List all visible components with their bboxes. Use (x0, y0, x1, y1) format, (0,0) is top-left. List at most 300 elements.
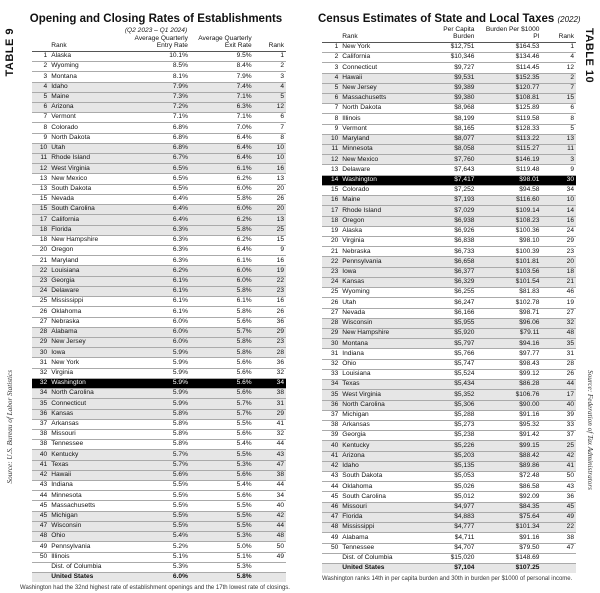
cell-rank2: 14 (566, 206, 574, 214)
cell-rank2: 3 (280, 72, 284, 80)
table-row (32, 409, 286, 419)
cell-capita: $6,166 (454, 308, 475, 316)
cell-rank: 28 (39, 328, 48, 336)
cell-state: Hawaii (342, 73, 363, 81)
cell-state: South Carolina (342, 492, 386, 500)
cell-capita: $5,203 (454, 451, 475, 459)
cell-rank2: 12 (276, 103, 284, 111)
cell-state: Arkansas (342, 421, 370, 429)
cell-rank: 40 (39, 450, 48, 458)
cell-exit: 6.2% (236, 174, 252, 182)
cell-exit: 5.3% (236, 563, 252, 571)
table-row (32, 266, 286, 276)
cell-per1000: $99.15 (519, 441, 540, 449)
cell-entry: 6.0% (172, 573, 188, 581)
table-row (322, 53, 576, 63)
cell-entry: 5.9% (172, 399, 188, 407)
cell-rank2: 12 (566, 63, 574, 71)
cell-per1000: $134.46 (515, 53, 540, 61)
cell-rank: 3 (334, 63, 339, 71)
cell-rank: 17 (39, 215, 48, 223)
table-row (32, 501, 286, 511)
cell-rank: 38 (330, 421, 339, 429)
cell-capita: $5,766 (454, 349, 475, 357)
right-header-rank: Rank (342, 32, 358, 40)
cell-per1000: $100.36 (515, 227, 540, 235)
cell-rank2: 16 (276, 256, 284, 264)
cell-rank2: 31 (566, 349, 574, 357)
cell-per1000: $116.60 (516, 196, 540, 204)
cell-entry: 6.2% (172, 266, 188, 274)
table-row (32, 358, 286, 368)
table-row (322, 318, 576, 328)
cell-entry: 6.1% (172, 307, 188, 315)
cell-rank2: 42 (566, 451, 574, 459)
table-row (322, 482, 576, 492)
cell-rank: 5 (43, 93, 48, 101)
table-row (322, 400, 576, 410)
cell-rank: 15 (330, 186, 339, 194)
cell-entry: 6.8% (172, 123, 188, 131)
right-source-note: Source: Federation of Tax Administrators (586, 370, 594, 490)
cell-rank: 25 (330, 288, 339, 296)
cell-exit: 6.3% (236, 103, 252, 111)
table-row (32, 521, 286, 531)
cell-rank: 16 (330, 196, 339, 204)
cell-capita: $5,012 (454, 492, 475, 500)
cell-rank: 29 (330, 329, 339, 337)
cell-state: Wyoming (342, 288, 370, 296)
cell-entry: 5.8% (172, 430, 188, 438)
cell-state: Oregon (51, 246, 74, 254)
cell-rank: 41 (330, 451, 339, 459)
table-row (32, 123, 286, 133)
cell-rank2: 49 (566, 513, 574, 521)
cell-exit: 5.7% (236, 399, 252, 407)
cell-rank: 23 (330, 267, 339, 275)
table-row (322, 390, 576, 400)
cell-state: Indiana (342, 349, 364, 357)
cell-rank2: 35 (566, 339, 574, 347)
table-row (32, 113, 286, 123)
cell-capita: $7,760 (454, 155, 475, 163)
cell-rank: 9 (43, 133, 48, 141)
cell-rank2: 37 (566, 431, 574, 439)
cell-state: Wyoming (51, 62, 79, 70)
cell-rank2: 47 (276, 460, 284, 468)
cell-rank: 39 (330, 431, 339, 439)
cell-exit: 5.5% (236, 522, 252, 530)
cell-exit: 6.1% (236, 297, 252, 305)
cell-state: Connecticut (51, 399, 87, 407)
cell-per1000: $152.35 (515, 73, 540, 81)
cell-per1000: $79.50 (519, 543, 540, 551)
cell-rank2: 19 (566, 298, 574, 306)
cell-per1000: $81.83 (519, 288, 540, 296)
cell-state: Maryland (51, 256, 79, 264)
cell-exit: 6.1% (236, 256, 252, 264)
cell-per1000: $164.53 (515, 43, 540, 51)
cell-capita: $5,524 (454, 370, 475, 378)
cell-state: West Virginia (51, 164, 90, 172)
cell-capita: $7,643 (454, 165, 475, 173)
cell-entry: 6.4% (172, 195, 188, 203)
cell-rank: 12 (39, 164, 48, 172)
cell-exit: 6.0% (236, 266, 252, 274)
cell-rank: 46 (330, 503, 339, 510)
table-row (322, 441, 576, 451)
table-row (32, 440, 286, 450)
table-row (32, 256, 286, 266)
cell-rank: 41 (39, 460, 48, 468)
cell-rank2: 36 (276, 358, 284, 366)
cell-entry: 6.1% (172, 297, 188, 305)
cell-rank: 17 (330, 206, 339, 214)
cell-rank2: 49 (276, 552, 284, 560)
table-row (32, 399, 286, 409)
cell-exit: 5.5% (236, 501, 252, 509)
table-row (322, 543, 576, 553)
cell-state: Indiana (51, 481, 73, 489)
cell-rank (32, 562, 49, 572)
cell-state: New York (51, 358, 80, 366)
cell-rank: 24 (39, 287, 48, 295)
cell-state: California (51, 215, 80, 223)
cell-rank: 11 (40, 154, 48, 162)
cell-rank2: 42 (276, 512, 284, 519)
cell-rank: 14 (330, 176, 339, 183)
cell-capita: $5,306 (454, 400, 475, 408)
cell-rank2: 3 (570, 155, 574, 163)
cell-rank: 34 (330, 380, 339, 388)
cell-entry: 5.4% (172, 532, 188, 540)
table-row (32, 470, 286, 480)
cell-entry: 6.0% (172, 328, 188, 336)
table-row (32, 205, 286, 215)
cell-entry: 5.5% (172, 522, 188, 530)
cell-exit: 7.4% (236, 82, 252, 90)
cell-rank2: 6 (280, 113, 284, 121)
cell-rank2: 28 (276, 348, 284, 356)
cell-per1000: $75.64 (519, 513, 540, 521)
cell-rank: 3 (43, 72, 48, 80)
cell-capita: $4,977 (454, 503, 475, 510)
cell-rank2: 26 (276, 195, 284, 203)
cell-rank: 36 (330, 400, 339, 408)
cell-rank: 26 (39, 307, 48, 315)
cell-state: Utah (342, 298, 357, 306)
cell-rank2: 5 (570, 124, 574, 132)
cell-rank: 50 (39, 552, 48, 560)
table-row (322, 564, 576, 574)
cell-per1000: $98.43 (519, 359, 540, 367)
cell-per1000: $88.42 (519, 451, 540, 459)
cell-state: Pennsylvania (342, 257, 382, 265)
table-row (32, 429, 286, 439)
cell-rank: 13 (39, 174, 48, 182)
cell-rank2: 41 (276, 420, 284, 428)
table-row (32, 573, 286, 583)
cell-rank2: 44 (276, 522, 284, 530)
cell-state: Idaho (51, 82, 68, 90)
cell-capita: $5,135 (454, 462, 475, 470)
left-header-rank2: Rank (268, 41, 284, 49)
cell-capita: $9,531 (454, 73, 475, 81)
cell-state: Kansas (51, 409, 74, 417)
table-row (32, 552, 286, 562)
cell-state: Montana (51, 72, 77, 80)
cell-state: United States (51, 573, 94, 581)
cell-rank: 8 (334, 114, 339, 122)
cell-exit: 6.0% (236, 205, 252, 213)
cell-per1000: $114.45 (516, 63, 540, 71)
table-row (322, 420, 576, 430)
cell-capita: $12,751 (450, 43, 475, 51)
table-row (32, 143, 286, 153)
cell-rank2: 4 (280, 82, 284, 90)
cell-rank: 29 (39, 338, 48, 346)
cell-rank2: 7 (570, 84, 574, 92)
table-row (32, 491, 286, 501)
cell-rank: 40 (330, 441, 339, 449)
cell-rank2: 47 (566, 543, 574, 551)
cell-rank2: 1 (570, 43, 574, 51)
cell-state: Missouri (342, 503, 367, 510)
cell-rank2: 27 (566, 308, 574, 316)
cell-exit: 5.0% (236, 542, 252, 550)
cell-entry: 5.9% (172, 358, 188, 366)
cell-per1000: $106.76 (515, 390, 540, 398)
cell-exit: 7.9% (236, 72, 252, 80)
cell-rank: 44 (330, 482, 339, 490)
cell-entry: 5.7% (172, 450, 188, 458)
cell-state: Virginia (51, 368, 74, 376)
table-row (322, 512, 576, 522)
cell-rank: 37 (330, 411, 339, 419)
table-row (322, 73, 576, 83)
cell-entry: 5.9% (172, 389, 188, 397)
table-row (32, 72, 286, 82)
cell-capita: $5,226 (454, 441, 475, 449)
cell-state: Arizona (342, 451, 365, 459)
cell-rank: 21 (39, 256, 48, 264)
cell-entry: 5.6% (172, 471, 188, 479)
cell-entry: 5.5% (172, 512, 188, 519)
cell-per1000: $100.39 (515, 247, 540, 255)
cell-state: Oregon (342, 216, 365, 224)
cell-rank2: 22 (276, 276, 284, 284)
cell-state: Missouri (51, 430, 76, 438)
right-header-capita: Per Capita Burden (443, 26, 475, 40)
cell-rank: 7 (334, 104, 339, 112)
table-row (32, 194, 286, 204)
cell-rank2: 44 (276, 440, 284, 448)
table-row (32, 297, 286, 307)
cell-state: Kentucky (51, 450, 79, 458)
table-row (322, 461, 576, 471)
table-row (32, 215, 286, 225)
table-row (322, 165, 576, 175)
cell-state: New Mexico (51, 174, 88, 182)
cell-rank2: 10 (276, 154, 284, 162)
cell-exit: 6.2% (236, 236, 252, 244)
cell-rank: 25 (39, 297, 48, 305)
cell-entry: 6.3% (172, 256, 188, 264)
left-data-table (32, 36, 286, 582)
cell-state: Florida (342, 513, 363, 521)
cell-rank2: 13 (276, 174, 284, 182)
cell-rank2: 20 (276, 185, 284, 192)
cell-exit: 5.4% (236, 440, 252, 448)
cell-state: North Dakota (51, 133, 91, 141)
cell-capita: $6,926 (454, 227, 475, 235)
table-row (32, 460, 286, 470)
table-row (32, 286, 286, 296)
cell-entry: 7.9% (172, 82, 188, 90)
cell-entry: 7.2% (172, 103, 188, 111)
cell-rank: 27 (330, 308, 339, 316)
cell-exit: 5.8% (236, 195, 252, 203)
cell-rank: 9 (334, 124, 339, 132)
cell-per1000: $101.34 (515, 523, 540, 531)
cell-rank2: 13 (276, 215, 284, 223)
cell-rank: 10 (330, 135, 339, 143)
cell-state: Illinois (51, 552, 70, 560)
cell-state: Dist. of Columbia (51, 563, 102, 571)
cell-per1000: $113.22 (516, 135, 540, 143)
cell-state: Arkansas (51, 420, 79, 428)
table-row (322, 93, 576, 103)
cell-rank: 8 (43, 123, 48, 131)
cell-rank: 15 (39, 205, 48, 213)
table-row (322, 359, 576, 369)
cell-state: Minnesota (51, 491, 82, 499)
cell-state: Alaska (342, 227, 363, 235)
cell-per1000: $90.00 (519, 400, 540, 408)
cell-entry: 5.5% (172, 481, 188, 489)
cell-rank: 38 (39, 440, 48, 448)
table-row (32, 317, 286, 327)
cell-capita: $9,380 (454, 94, 475, 102)
right-footnote: Washington ranks 14th in per capita burden and 30th in burden per $1000 of personal income. (322, 576, 573, 583)
cell-rank2: 16 (276, 297, 284, 305)
table-row (32, 62, 286, 72)
cell-rank: 18 (330, 216, 339, 224)
cell-per1000: $96.06 (519, 319, 540, 327)
cell-state: Nevada (342, 308, 366, 316)
cell-exit: 7.1% (236, 93, 252, 101)
table-row (32, 51, 286, 61)
cell-state: Texas (342, 380, 360, 388)
cell-rank: 21 (330, 247, 339, 255)
table-row (322, 308, 576, 318)
cell-rank: 1 (334, 43, 339, 51)
cell-rank2: 8 (570, 114, 574, 122)
cell-rank2: 25 (276, 225, 284, 233)
table-row (32, 276, 286, 286)
table-row (322, 339, 576, 349)
cell-capita: $5,920 (454, 329, 475, 337)
cell-capita: $5,026 (454, 482, 475, 490)
cell-exit: 6.0% (236, 185, 252, 192)
cell-state: North Dakota (342, 104, 382, 112)
table-row (322, 104, 576, 114)
cell-capita: $4,707 (454, 543, 475, 551)
cell-state: Vermont (342, 124, 367, 132)
cell-state: Florida (51, 225, 72, 233)
cell-exit: 6.0% (236, 276, 252, 284)
cell-state: Dist. of Columbia (342, 554, 393, 562)
cell-entry: 5.1% (172, 552, 188, 560)
right-panel (318, 0, 580, 584)
cell-rank: 35 (39, 399, 48, 407)
cell-rank (32, 573, 49, 583)
cell-rank2: 29 (276, 328, 284, 336)
cell-capita: $5,955 (454, 319, 475, 327)
cell-rank2: 36 (566, 492, 574, 500)
cell-rank2: 48 (276, 532, 284, 540)
cell-per1000: $119.48 (516, 165, 540, 173)
cell-rank: 5 (334, 84, 339, 92)
cell-rank: 37 (39, 420, 48, 428)
cell-state: Utah (51, 144, 66, 152)
cell-exit: 5.5% (236, 512, 252, 519)
table-row (32, 511, 286, 521)
cell-rank: 47 (39, 522, 48, 530)
cell-rank2: 23 (276, 287, 284, 295)
cell-rank2: 17 (566, 390, 574, 398)
cell-exit: 5.8% (236, 307, 252, 315)
table-row (322, 63, 576, 73)
table-row (32, 368, 286, 378)
cell-rank2: 38 (566, 533, 574, 541)
cell-entry: 7.3% (172, 93, 188, 101)
cell-rank: 23 (39, 276, 48, 284)
cell-rank2: 25 (566, 441, 574, 449)
cell-entry: 5.3% (172, 563, 188, 571)
cell-per1000: $91.16 (519, 533, 540, 541)
table-row (32, 378, 286, 388)
cell-per1000: $107.25 (515, 564, 540, 572)
table-row (322, 380, 576, 390)
cell-per1000: $115.27 (516, 145, 540, 153)
table-row (322, 369, 576, 379)
cell-state: Alabama (51, 328, 78, 336)
cell-state: Connecticut (342, 63, 378, 71)
cell-capita: $6,938 (454, 216, 475, 224)
cell-state: Virginia (342, 237, 365, 245)
cell-rank: 50 (330, 543, 339, 551)
cell-exit: 7.1% (236, 113, 252, 121)
table-row (322, 42, 576, 52)
cell-state: Rhode Island (51, 154, 91, 162)
cell-entry: 10.1% (169, 52, 188, 60)
cell-rank: 43 (39, 481, 48, 489)
cell-rank2: 20 (566, 257, 574, 265)
cell-state: Alaska (51, 52, 72, 60)
cell-rank2: 2 (570, 73, 574, 81)
cell-rank2: 38 (276, 471, 284, 479)
cell-state: North Carolina (342, 400, 385, 408)
table-row (322, 410, 576, 420)
cell-entry: 6.3% (172, 236, 188, 244)
table-9-tab-label: TABLE 9 (4, 28, 16, 77)
cell-rank: 42 (330, 462, 339, 470)
cell-capita: $6,329 (454, 278, 475, 286)
cell-capita: $7,193 (454, 196, 475, 204)
cell-state: Iowa (342, 267, 357, 275)
cell-per1000: $94.16 (519, 339, 540, 347)
